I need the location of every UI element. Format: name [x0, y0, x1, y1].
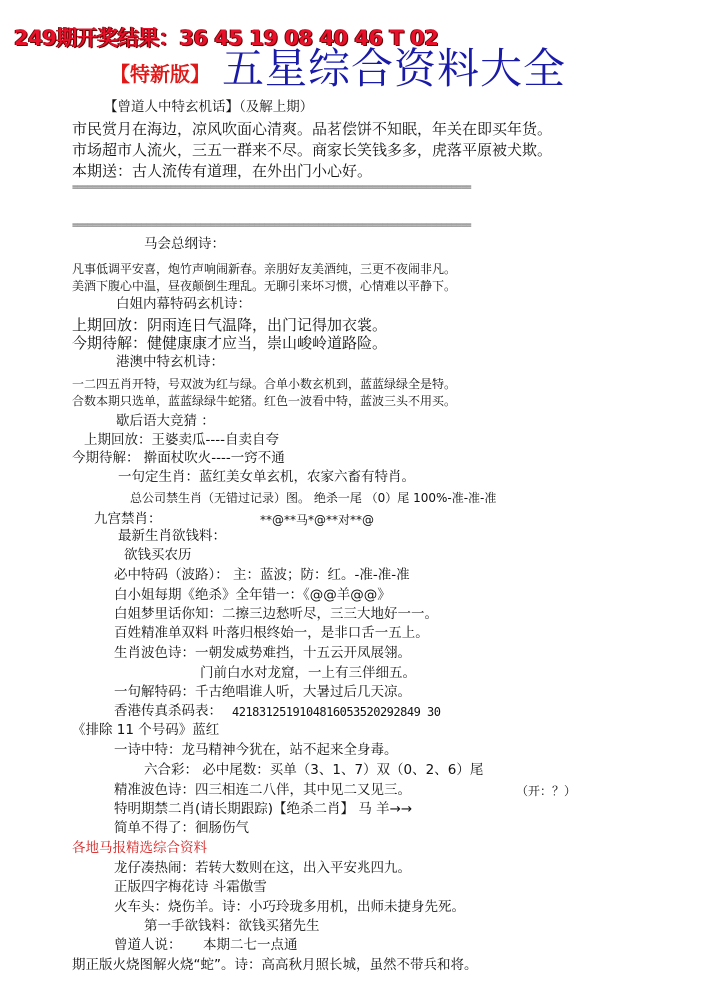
separator-line: ================================================================================= — [72, 220, 471, 231]
shengxiao-bose-line: 生肖波色诗：一朝发威势难挡，十五云开凤展翎。 — [114, 645, 411, 661]
huoche-line: 火车头：烧伤羊。诗：小巧玲珑多用机，出师未捷身先死。 — [114, 899, 465, 915]
yiju-line: 一句定生肖：蓝红美女单玄机，农家六畜有特肖。 — [118, 469, 415, 485]
zhengban-line: 正版四字梅花诗 斗霜傲雪 — [114, 879, 267, 895]
zengdao-ren-line: 曾道人说： 本期二七一点通 — [114, 937, 298, 953]
baiji-line: 今期待解：健健康康才应当，崇山峻岭道路险。 — [72, 334, 388, 352]
page-title: 五星综合资料大全 — [222, 44, 567, 93]
baixiaojie-line: 白小姐每期《绝杀》全年错一：《@@羊@@》 — [114, 587, 391, 603]
yishi-line: 一诗中特：龙马精神今犹在，站不起来全身毒。 — [114, 742, 398, 758]
gangao-line: 一二四五肖开特，号双波为红与绿。合单小数玄机到，蓝蓝绿绿全是特。 — [72, 377, 457, 391]
xiehouyu-now: 今期待解： 擀面杖吹火----一窍不通 — [72, 450, 285, 466]
zuixin-value: 欲钱买农历 — [124, 547, 192, 563]
baijie-meng-line: 白姐梦里话你知：二擦三边愁听尽，三三大地好一一。 — [114, 606, 438, 622]
zengdao-line: 市场超市人流火，三五一群来不尽。商家长笑钱多多，虎落平原被犬欺。 — [72, 141, 553, 159]
liuhecai-line: 六合彩： 必中尾数：买单（3、1、7）双（0、2、6）尾 — [144, 762, 484, 778]
mahui-line: 美酒下腹心中温，昼夜颠倒生理乱。无聊引来坏习惯，心情难以平静下。 — [72, 279, 457, 293]
gedi-header: 各地马报精选综合资料 — [72, 840, 207, 856]
menqian-line: 门前白水对龙窟，一上有三伴细五。 — [200, 665, 416, 681]
zengdao-header: 【曾道人中特玄机话】（及解上期） — [104, 99, 314, 115]
kai-note: （开：？） — [516, 784, 577, 798]
zengdao-line: 本期送：古人流传有道理，在外出门小心好。 — [72, 162, 373, 180]
longzai-line: 龙仔凑热闹：若转大数则在这，出入平安兆四九。 — [114, 860, 411, 876]
xianggang-label: 香港传真杀码表： — [114, 703, 222, 719]
separator-line: ================================================================================= — [72, 182, 471, 193]
teming-line: 特明期禁二肖(请长期跟踪)【绝杀二肖】 马 羊→→ — [114, 801, 413, 817]
mahui-line: 凡事低调平安喜，炮竹声响闹新春。亲朋好友美酒纯，三更不夜闹非凡。 — [72, 262, 457, 276]
yijujie-line: 一句解特码：千古绝唱谁人听，大暑过后几天凉。 — [114, 684, 411, 700]
zengdao-line: 市民赏月在海边，凉风吹面心清爽。品茗偿饼不知眠，年关在即买年货。 — [72, 120, 553, 138]
paichu-line: 《排除 11 个号码》蓝红 — [72, 722, 220, 738]
zuixin-header: 最新生肖欲钱料： — [118, 528, 226, 544]
bizhong-line: 必中特码（波路）： 主：蓝波；防：红。-准-准-准 — [114, 567, 410, 583]
baiji-header: 白姐内幕特码玄机诗： — [116, 296, 251, 312]
baixing-line: 百姓精准单双料 叶落归根终始一，是非口舌一五上。 — [114, 625, 429, 641]
gangao-line: 合数本期只选单，蓝蓝绿绿牛蛇猪。红色一波看中特，蓝波三头不用买。 — [72, 394, 457, 408]
jiugong-label: 九宫禁肖： — [94, 511, 162, 527]
jiugong-value: **@**马*@**对**@ — [260, 513, 375, 527]
xiehouyu-header: 歇后语大竞猜 ： — [116, 413, 215, 429]
qizhengban-line: 期正版火烧图解火烧“蛇”。诗：高高秋月照长城，虽然不带兵和将。 — [72, 957, 478, 973]
jiandan-line: 简单不得了：徊肠伤气 — [114, 820, 249, 836]
zonggongsi-line: 总公司禁生肖（无错过记录）图。 绝杀一尾 （0）尾 100%-准-准-准 — [130, 491, 497, 505]
gangao-header: 港澳中特玄机诗： — [116, 354, 224, 370]
special-edition-badge: 【特新版】 — [110, 62, 210, 86]
jingzhun-line: 精准波色诗：四三相连二八伴，其中见二又见三。 — [114, 782, 411, 798]
xianggang-value: 4218312519104816053520292849 30 — [232, 705, 441, 719]
draw-result-headline: 249期开奖结果：36 45 19 08 40 46 T 02 — [14, 26, 439, 50]
diyishou-line: 第一手欲钱料：欲钱买猪先生 — [144, 918, 320, 934]
xiehouyu-last: 上期回放：王婆卖瓜----自卖自夸 — [84, 432, 279, 448]
baiji-line: 上期回放：阴雨连日气温降，出门记得加衣裳。 — [72, 316, 388, 334]
mahui-header: 马会总纲诗： — [144, 236, 225, 252]
